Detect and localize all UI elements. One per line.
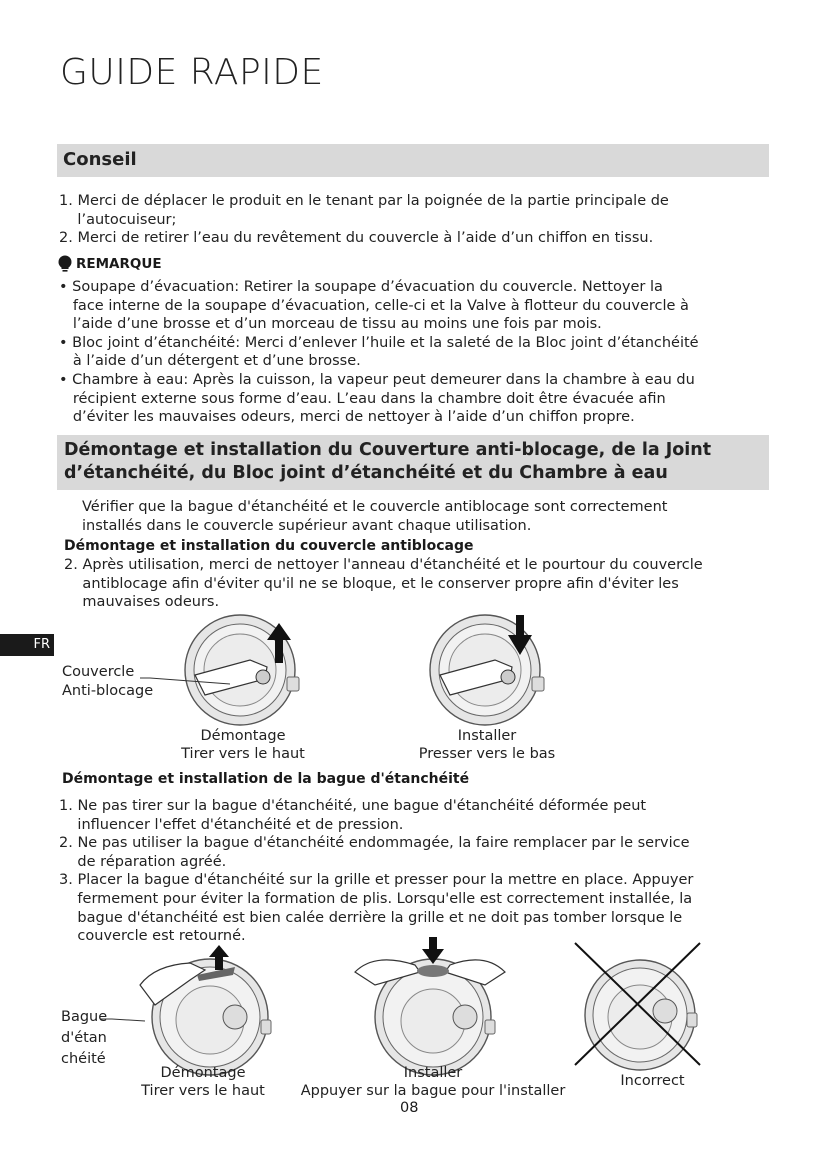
list-item: récipient externe sous forme d’eau. L’eau dans la chambre doit être évacuée afin <box>59 390 666 407</box>
caption-line: Tirer vers le haut <box>181 746 305 762</box>
list-item: 2. Ne pas utiliser la bague d'étanchéité endommagée, la faire remplacer par le service <box>59 835 690 852</box>
caption-line: Tirer vers le haut <box>141 1083 265 1099</box>
seal-incorrect-illustration <box>575 943 705 1068</box>
list-item: 1. Merci de déplacer le produit en le tenant par la poignée de la partie principale de <box>59 193 669 209</box>
caption-incorrect: Incorrect <box>620 1073 685 1089</box>
lid-install-illustration <box>420 615 550 725</box>
list-item: • Chambre à eau: Après la cuisson, la vapeur peut demeurer dans la chambre à eau du <box>59 371 695 388</box>
list-item: 2. Après utilisation, merci de nettoyer l'anneau d'étanchéité et le pourtour du couvercle <box>64 557 703 573</box>
caption-line: Démontage <box>200 728 286 744</box>
antiblocage-list <box>64 556 703 612</box>
subheading-bague: Démontage et installation de la bague d'étanchéité <box>62 771 470 787</box>
list-item: face interne de la soupape d’évacuation, celle-ci et la Valve à flotteur du couvercle à <box>59 297 689 314</box>
list-item: d’éviter les mauvaises odeurs, merci de nettoyer à l’aide d’un chiffon propre. <box>59 409 635 426</box>
section-heading-demontage <box>57 435 769 490</box>
callout-line: Couvercle <box>62 664 135 680</box>
list-item: • Soupape d’évacuation: Retirer la soupape d’évacuation du couvercle. Nettoyer la <box>59 279 663 295</box>
callout-line: d'étan <box>61 1030 107 1046</box>
callout-bague <box>61 1007 107 1070</box>
paragraph-line: Vérifier que la bague d'étanchéité et le couvercle antiblocage sont correctement <box>82 499 668 515</box>
callout-leader-line <box>100 1018 160 1024</box>
list-item: l’aide d’une brosse et d’un morceau de tissu au moins une fois par mois. <box>59 316 602 333</box>
callout-line: Anti-blocage <box>62 683 154 699</box>
paragraph-line: installés dans le couvercle supérieur avant chaque utilisation. <box>82 517 532 534</box>
lid-remove-illustration <box>175 615 305 725</box>
callout-line: chéité <box>61 1051 106 1067</box>
language-tab <box>0 634 54 656</box>
caption-line: Démontage <box>160 1065 246 1081</box>
conseil-list <box>59 192 669 248</box>
list-item: • Bloc joint d’étanchéité: Merci d’enlever l’huile et la saleté de la Bloc joint d’étanchéité <box>59 334 699 351</box>
seal-remove-illustration <box>135 945 275 1065</box>
list-item: influencer l'effet d'étanchéité et de pression. <box>59 816 404 833</box>
lightbulb-icon <box>57 255 73 273</box>
list-item: antiblocage afin d'éviter qu'il ne se bloque, et le conserver propre afin d'éviter les <box>64 575 679 592</box>
subheading-antiblocage: Démontage et installation du couvercle antiblocage <box>64 538 474 554</box>
section-heading-line: d’étanchéité, du Bloc joint d’étanchéité et du Chambre à eau <box>64 463 668 483</box>
list-item: 2. Merci de retirer l’eau du revêtement du couvercle à l’aide d’un chiffon en tissu. <box>59 230 654 247</box>
bague-list <box>59 797 693 946</box>
caption-demontage <box>175 727 311 763</box>
list-item: fermement pour éviter la formation de plis. Lorsqu'elle est correctement installée, la <box>59 890 693 907</box>
remarque-list <box>59 278 699 427</box>
list-item: à l’aide d’un détergent et d’une brosse. <box>59 353 361 370</box>
remarque-label: REMARQUE <box>76 256 162 272</box>
list-item: couvercle est retourné. <box>59 928 246 945</box>
caption-installer <box>412 727 562 763</box>
section-heading-conseil <box>57 144 769 177</box>
list-item: bague d'étanchéité est bien calée derrière la grille et ne doit pas tomber lorsque le <box>59 909 683 926</box>
page-number: 08 <box>400 1100 419 1116</box>
page-title: GUIDE RAPIDE <box>60 52 324 93</box>
callout-line: Bague <box>61 1009 108 1025</box>
section-heading-text: Conseil <box>63 149 137 170</box>
list-item: 1. Ne pas tirer sur la bague d'étanchéité, une bague d'étanchéité déformée peut <box>59 798 647 814</box>
caption-line: Presser vers le bas <box>418 746 556 762</box>
list-item: l’autocuiseur; <box>59 211 177 228</box>
list-item: de réparation agréé. <box>59 853 227 870</box>
caption-demontage-bague <box>134 1064 272 1100</box>
caption-line: Appuyer sur la bague pour l'installer <box>300 1083 566 1099</box>
demontage-intro <box>82 498 667 535</box>
section-heading-line: Démontage et installation du Couverture anti-blocage, de la Joint <box>64 440 712 460</box>
seal-install-illustration <box>355 937 505 1062</box>
list-item: mauvaises odeurs. <box>64 594 220 611</box>
caption-installer-bague <box>298 1064 568 1100</box>
caption-line: Installer <box>457 728 517 744</box>
list-item: 3. Placer la bague d'étanchéité sur la grille et presser pour la mettre en place. Appuyer <box>59 872 694 889</box>
language-tab-label: FR <box>33 637 50 652</box>
caption-line: Installer <box>403 1065 463 1081</box>
callout-leader-line <box>140 677 240 687</box>
